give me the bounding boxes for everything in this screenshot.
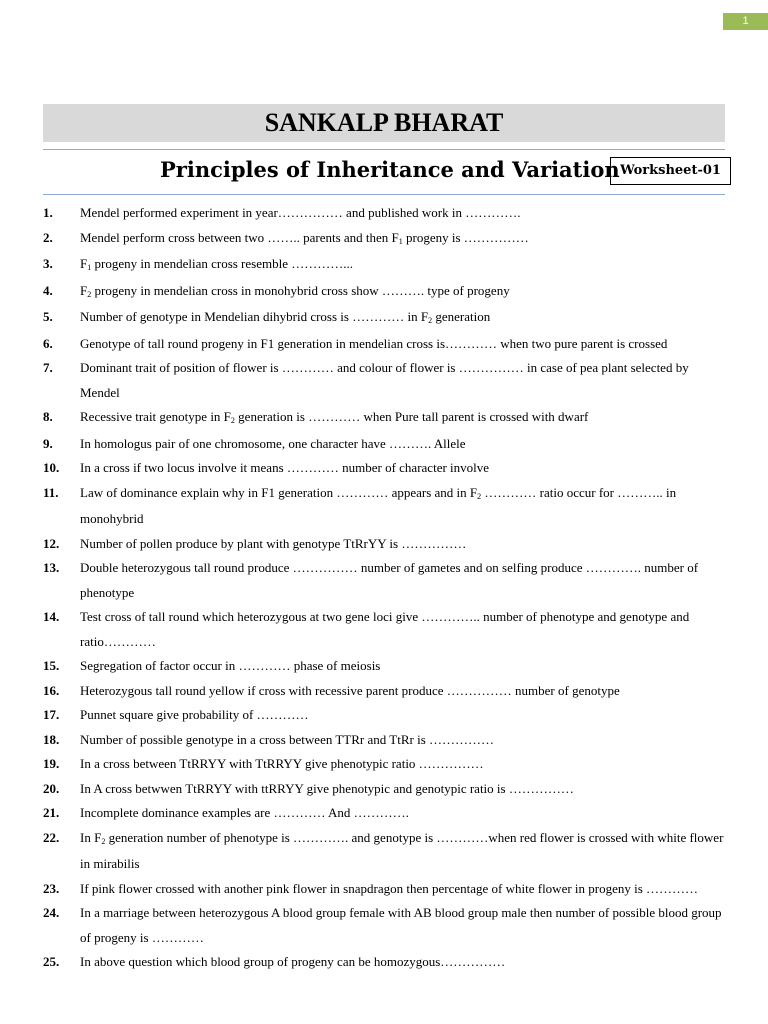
question-number: 5. <box>43 309 53 324</box>
question-item <box>43 777 728 802</box>
question-item <box>43 654 728 679</box>
question-text <box>80 252 728 279</box>
question-text <box>80 556 728 605</box>
question-text <box>80 654 728 679</box>
question-item <box>43 305 728 332</box>
question-number: 21. <box>43 805 60 820</box>
question-text-part: Number of pollen produce by plant with genotype TtRrYY is …………… <box>80 535 467 551</box>
question-text-part: F <box>80 256 88 271</box>
question-item <box>43 356 728 405</box>
question-text-part: F <box>80 282 88 298</box>
question-item <box>43 279 728 306</box>
question-number: 19. <box>43 756 60 771</box>
question-text <box>80 456 728 481</box>
question-number: 24. <box>43 905 60 920</box>
question-item <box>43 728 728 753</box>
question-item <box>43 950 728 975</box>
question-text <box>80 432 728 457</box>
page-number: 1 <box>723 13 768 30</box>
question-text-part: generation number of phenotype is …………. and genotype is …………when red flower is crossed with white flower in mirabilis <box>80 829 724 871</box>
subscript: 1 <box>398 236 403 246</box>
question-text-part: Number of genotype in Mendelian dihybrid cross is ………… in F <box>80 309 429 324</box>
question-text-part: In homologus pair of one chromosome, one character have ………. Allele <box>80 435 466 451</box>
question-text-part: In a cross if two locus involve it means ………… number of character involve <box>80 460 490 475</box>
question-number: 7. <box>43 360 53 375</box>
question-item <box>43 432 728 457</box>
question-number: 25. <box>43 954 60 969</box>
subscript: 1 <box>87 263 92 272</box>
question-number: 2. <box>43 229 53 245</box>
question-text <box>80 752 728 777</box>
subscript: 2 <box>87 289 92 299</box>
question-number: 10. <box>43 460 60 475</box>
question-number: 12. <box>43 535 60 551</box>
subtitle-divider <box>43 194 725 195</box>
question-item <box>43 752 728 777</box>
subscript: 2 <box>101 836 106 846</box>
question-text-part: progeny in mendelian cross in monohybrid cross show ………. type of progeny <box>91 282 510 298</box>
page-subtitle: Principles of Inheritance and Variation <box>160 157 620 182</box>
subscript: 2 <box>477 491 482 501</box>
question-item <box>43 679 728 704</box>
question-item <box>43 801 728 826</box>
question-text-part: In F <box>80 829 102 845</box>
question-text-part: Segregation of factor occur in ………… phase of meiosis <box>80 658 381 673</box>
question-text-part: generation <box>432 309 491 324</box>
question-item <box>43 252 728 279</box>
question-text <box>80 305 728 332</box>
question-text <box>80 679 728 704</box>
question-number: 3. <box>43 256 53 271</box>
question-text <box>80 332 728 357</box>
question-text <box>80 950 728 975</box>
question-text-part: generation is ………… when Pure tall parent is crossed with dwarf <box>234 409 589 424</box>
question-text <box>80 532 728 557</box>
question-text-part: If pink flower crossed with another pink flower in snapdragon then percentage of white flower in progeny is ………… <box>80 880 699 896</box>
question-item <box>43 877 728 902</box>
title-divider <box>43 149 725 150</box>
question-text <box>80 703 728 728</box>
question-text-part: progeny is …………… <box>402 229 529 245</box>
question-text-part: Genotype of tall round progeny in F1 generation in mendelian cross is………… when two pure parent is crossed <box>80 335 668 351</box>
question-text <box>80 826 728 877</box>
question-item <box>43 703 728 728</box>
question-number: 1. <box>43 205 53 220</box>
question-text-part: In a marriage between heterozygous A blood group female with AB blood group male then number of possible blood group of progeny is ………… <box>80 905 722 945</box>
question-text <box>80 481 728 532</box>
question-text <box>80 226 728 253</box>
question-text <box>80 605 728 654</box>
question-text-part: Double heterozygous tall round produce …………… number of gametes and on selfing produce …………. number of phenotype <box>80 560 699 600</box>
question-item <box>43 332 728 357</box>
question-item <box>43 226 728 253</box>
question-number: 13. <box>43 560 60 575</box>
question-text <box>80 877 728 902</box>
question-text-part: In a cross between TtRRYY with TtRRYY give phenotypic ratio …………… <box>80 756 484 771</box>
question-text-part: Mendel perform cross between two …….. parents and then F <box>80 229 399 245</box>
question-number: 15. <box>43 658 60 673</box>
question-number: 14. <box>43 609 60 624</box>
subscript: 2 <box>428 316 433 325</box>
question-text-part: ………… ratio occur for ……….. in monohybrid <box>80 484 677 526</box>
question-item <box>43 456 728 481</box>
question-number: 20. <box>43 780 60 796</box>
question-text-part: Law of dominance explain why in F1 generation ………… appears and in F <box>80 484 478 500</box>
question-text-part: Number of possible genotype in a cross between TTRr and TtRr is …………… <box>80 731 495 747</box>
question-number: 23. <box>43 880 60 896</box>
question-number: 4. <box>43 282 53 298</box>
question-text-part: In above question which blood group of progeny can be homozygous…………… <box>80 954 506 969</box>
question-number: 9. <box>43 435 53 451</box>
question-number: 16. <box>43 682 60 698</box>
question-text-part: Mendel performed experiment in year…………… and published work in …………. <box>80 205 521 220</box>
question-text <box>80 279 728 306</box>
question-item <box>43 556 728 605</box>
question-number: 17. <box>43 707 60 722</box>
question-number: 8. <box>43 409 53 424</box>
question-item <box>43 201 728 226</box>
question-text <box>80 901 728 950</box>
question-number: 22. <box>43 829 60 845</box>
question-text <box>80 201 728 226</box>
question-item <box>43 481 728 532</box>
question-text-part: Punnet square give probability of ………… <box>80 707 309 722</box>
question-text-part: Dominant trait of position of flower is ………… and colour of flower is …………… in case of pea plant selected by Mendel <box>80 360 689 400</box>
page-title: SANKALP BHARAT <box>43 104 725 142</box>
question-text-part: Incomplete dominance examples are ………… And …………. <box>80 805 409 820</box>
question-text-part: Heterozygous tall round yellow if cross with recessive parent produce …………… number of genotype <box>80 682 620 698</box>
question-text <box>80 777 728 802</box>
question-number: 11. <box>43 484 59 500</box>
question-text-part: progeny in mendelian cross resemble …………... <box>91 256 353 271</box>
question-text <box>80 801 728 826</box>
question-item <box>43 901 728 950</box>
worksheet-label: Worksheet-01 <box>610 157 731 185</box>
question-text <box>80 405 728 432</box>
question-item <box>43 826 728 877</box>
question-number: 18. <box>43 731 60 747</box>
question-text <box>80 356 728 405</box>
question-number: 6. <box>43 335 53 351</box>
question-item <box>43 405 728 432</box>
question-item <box>43 532 728 557</box>
question-item <box>43 605 728 654</box>
question-list <box>43 201 728 975</box>
question-text-part: In A cross betwwen TtRRYY with ttRRYY give phenotypic and genotypic ratio is …………… <box>80 780 574 796</box>
question-text-part: Recessive trait genotype in F <box>80 409 231 424</box>
subscript: 2 <box>230 416 235 425</box>
question-text-part: Test cross of tall round which heterozygous at two gene loci give ………….. number of phenotype and genotype and ratio………… <box>80 609 690 649</box>
question-text <box>80 728 728 753</box>
